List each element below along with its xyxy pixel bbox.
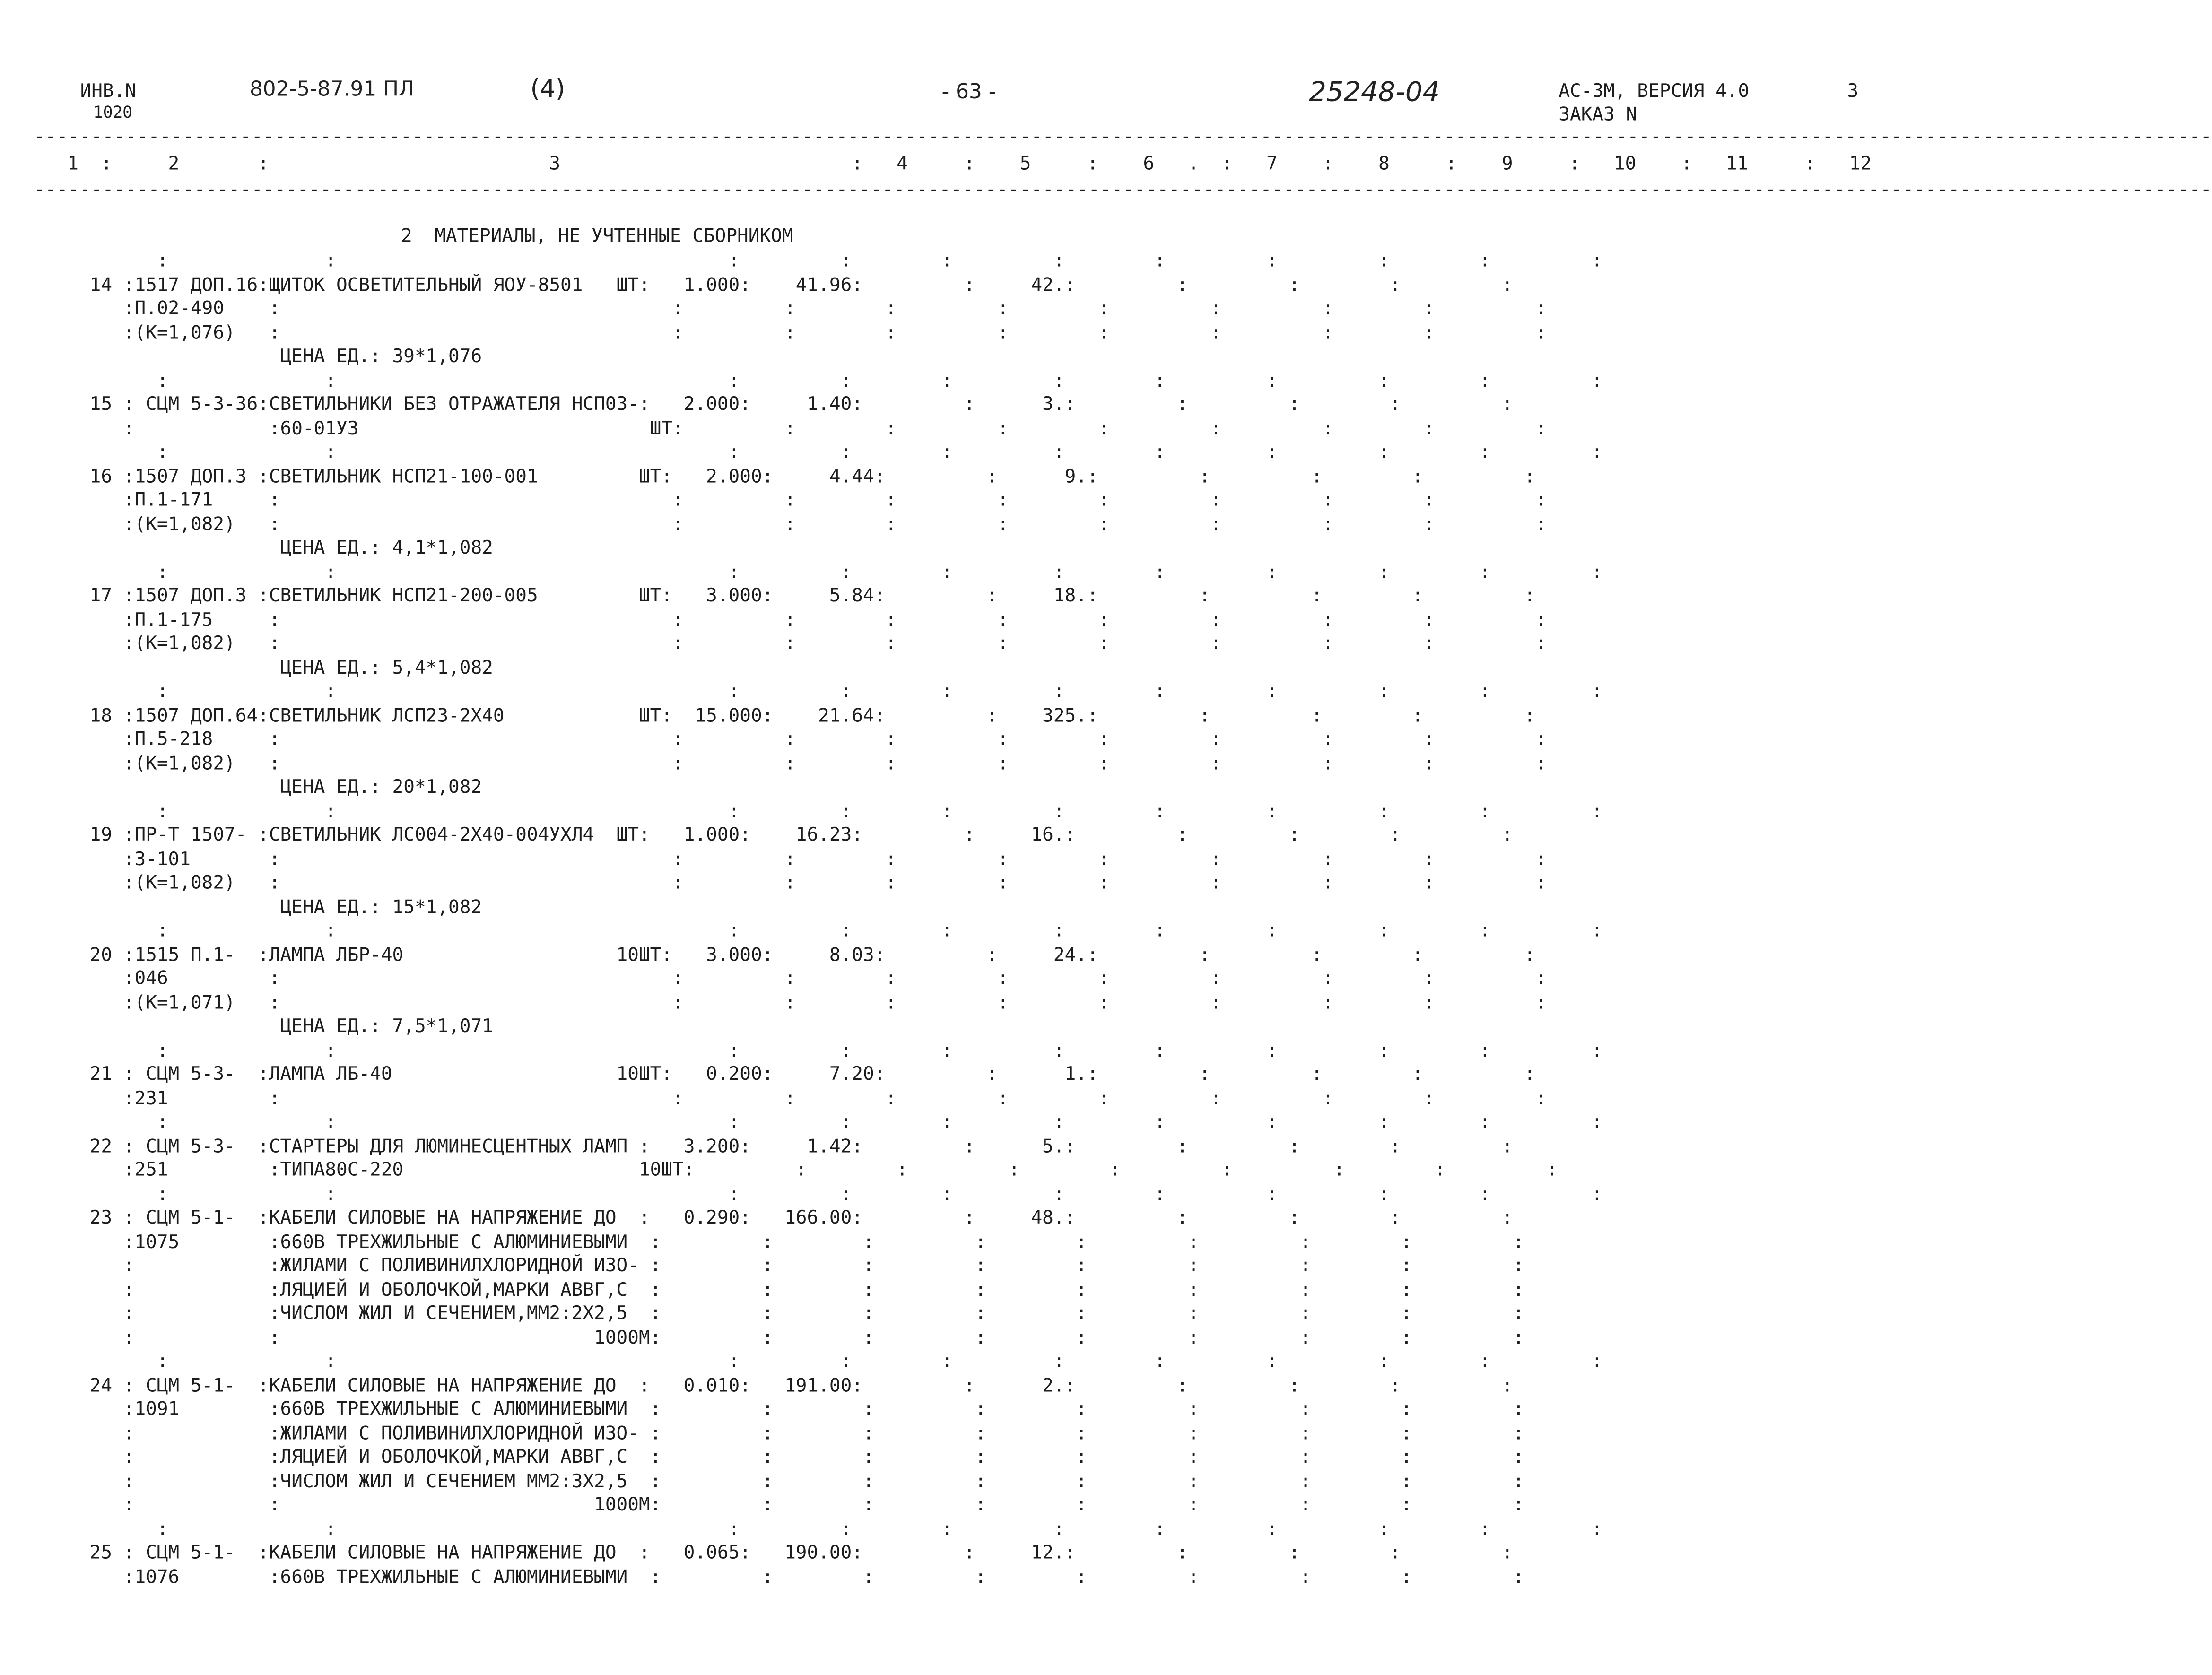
table-line: 24 : СЦМ 5-1- :КАБЕЛИ СИЛОВЫЕ НА НАПРЯЖЕНИЕ ДО : 0.010: 191.00: : 2.: : : : :: [67, 1375, 1513, 1396]
table-line: : :60-01У3 ШТ: : : : : : : : :: [67, 418, 1547, 439]
table-line: :П.1-175 : : : : : : : : : :: [67, 609, 1547, 631]
table-line: : : : : : : : : : : :: [67, 442, 1603, 463]
table-line: : : : : : : : : : : :: [67, 370, 1603, 391]
section-title: 2 МАТЕРИАЛЫ, НЕ УЧТЕННЫЕ СБОРНИКОМ: [401, 226, 793, 247]
table-line: : : 1000М: : : : : : : : :: [67, 1495, 1524, 1516]
column-numbers: 1 : 2 : 3 : 4 : 5 : 6 . : 7 : 8 : 9 : 10 : 11 : 12: [67, 154, 1872, 175]
table-line: :П.02-490 : : : : : : : : : :: [67, 298, 1547, 320]
table-line: : :ЧИСЛОМ ЖИЛ И СЕЧЕНИЕМ,ММ2:2Х2,5 : : : : : : : : :: [67, 1303, 1524, 1325]
document-code: 802-5-87.91 ПЛ: [249, 76, 414, 101]
table-line: :251 :ТИПА80С-220 10ШТ: : : : : : : : :: [67, 1160, 1558, 1181]
table-line: :231 : : : : : : : : : :: [67, 1088, 1547, 1109]
table-line: : :ЛЯЦИЕЙ И ОБОЛОЧКОЙ,МАРКИ АВВГ,С : : : : : : : : :: [67, 1279, 1524, 1301]
table-line: :П.5-218 : : : : : : : : : :: [67, 729, 1547, 750]
table-line: :(К=1,082) : : : : : : : : : :: [67, 753, 1547, 774]
table-line: ЦЕНА ЕД.: 7,5*1,071: [67, 1016, 493, 1037]
table-line: :(К=1,071) : : : : : : : : : :: [67, 992, 1547, 1014]
system-version: АС-3М, ВЕРСИЯ 4.0: [1559, 81, 1750, 103]
table-line: :(К=1,082) : : : : : : : : : :: [67, 873, 1547, 894]
table-line: : : : : : : : : : : :: [67, 1184, 1603, 1205]
page-number: - 63 -: [941, 78, 996, 104]
table-line: 22 : СЦМ 5-3- :СТАРТЕРЫ ДЛЯ ЛЮМИНЕСЦЕНТНЫХ ЛАМП : 3.200: 1.42: : 5.: : : : :: [67, 1136, 1513, 1157]
table-line: 15 : СЦМ 5-3-36:СВЕТИЛЬНИКИ БЕЗ ОТРАЖАТЕЛЯ НСП03-: 2.000: 1.40: : 3.: : : : :: [67, 394, 1513, 416]
table-line: : : : : : : : : : : :: [67, 1351, 1603, 1372]
table-line: 25 : СЦМ 5-1- :КАБЕЛИ СИЛОВЫЕ НА НАПРЯЖЕНИЕ ДО : 0.065: 190.00: : 12.: : : : :: [67, 1543, 1513, 1564]
table-line: :1075 :660В ТРЕХЖИЛЬНЫЕ С АЛЮМИНИЕВЫМИ : : : : : : : : :: [67, 1232, 1524, 1253]
table-line: ЦЕНА ЕД.: 4,1*1,082: [67, 538, 493, 559]
table-line: :(К=1,082) : : : : : : : : : :: [67, 634, 1547, 655]
header-separator-top: ----------------------------------------------------------------------------------------------------------------------------------------------------------------------------------------------: [34, 127, 2212, 148]
table-line: 16 :1507 ДОП.3 :СВЕТИЛЬНИК НСП21-100-001 ШТ: 2.000: 4.44: : 9.: : : : :: [67, 466, 1536, 487]
table-line: 19 :ПР-Т 1507- :СВЕТИЛЬНИК ЛС004-2Х40-004УХЛ4 ШТ: 1.000: 16.23: : 16.: : : : :: [67, 825, 1513, 846]
table-line: :1076 :660В ТРЕХЖИЛЬНЫЕ С АЛЮМИНИЕВЫМИ : : : : : : : : :: [67, 1567, 1524, 1588]
table-line: : : : : : : : : : : :: [67, 562, 1603, 583]
table-line: 17 :1507 ДОП.3 :СВЕТИЛЬНИК НСП21-200-005 ШТ: 3.000: 5.84: : 18.: : : : :: [67, 586, 1536, 607]
table-line: 18 :1507 ДОП.64:СВЕТИЛЬНИК ЛСП23-2Х40 ШТ: 15.000: 21.64: : 325.: : : : :: [67, 705, 1536, 726]
table-line: : : : : : : : : : : :: [67, 681, 1603, 703]
table-line: 21 : СЦМ 5-3- :ЛАМПА ЛБ-40 10ШТ: 0.200: 7.20: : 1.: : : : :: [67, 1064, 1536, 1085]
table-line: : : : : : : : : : : :: [67, 251, 1603, 272]
table-line: ЦЕНА ЕД.: 5,4*1,082: [67, 658, 493, 678]
table-line: : :ЛЯЦИЕЙ И ОБОЛОЧКОЙ,МАРКИ АВВГ,С : : : : : : : : :: [67, 1447, 1524, 1468]
table-line: : : : : : : : : : : :: [67, 1519, 1603, 1540]
table-line: : : : : : : : : : : :: [67, 1112, 1603, 1133]
table-line: :3-101 : : : : : : : : : :: [67, 849, 1547, 870]
header-separator-bottom: ----------------------------------------------------------------------------------------------------------------------------------------------------------------------------------------------: [34, 180, 2212, 201]
table-line: ЦЕНА ЕД.: 39*1,076: [67, 347, 482, 367]
document-part: (4): [530, 75, 566, 104]
table-line: : : 1000М: : : : : : : : :: [67, 1328, 1524, 1348]
handwritten-code: 25248-04: [1309, 76, 1440, 108]
table-line: 23 : СЦМ 5-1- :КАБЕЛИ СИЛОВЫЕ НА НАПРЯЖЕНИЕ ДО : 0.290: 166.00: : 48.: : : : :: [67, 1207, 1513, 1229]
table-line: :(К=1,076) : : : : : : : : : :: [67, 322, 1547, 344]
table-line: : : : : : : : : : : :: [67, 920, 1603, 942]
table-line: : : : : : : : : : : :: [67, 1040, 1603, 1061]
inventory-number: 1020: [93, 102, 132, 122]
table-line: : : : : : : : : : : :: [67, 801, 1603, 822]
table-line: :П.1-171 : : : : : : : : : :: [67, 490, 1547, 511]
table-line: 14 :1517 ДОП.16:ЩИТОК ОСВЕТИТЕЛЬНЫЙ ЯОУ-8501 ШТ: 1.000: 41.96: : 42.: : : : :: [67, 275, 1513, 296]
system-version-suffix: 3: [1847, 81, 1859, 103]
inventory-label: ИНВ.N: [80, 81, 137, 103]
table-line: :(К=1,082) : : : : : : : : : :: [67, 514, 1547, 535]
order-label: ЗАКАЗ N: [1559, 104, 1637, 126]
table-line: ЦЕНА ЕД.: 20*1,082: [67, 777, 482, 798]
table-line: : :ЖИЛАМИ С ПОЛИВИНИЛХЛОРИДНОЙ ИЗО- : : : : : : : : :: [67, 1256, 1524, 1276]
table-line: 20 :1515 П.1- :ЛАМПА ЛБР-40 10ШТ: 3.000: 8.03: : 24.: : : : :: [67, 945, 1536, 966]
table-line: : :ЧИСЛОМ ЖИЛ И СЕЧЕНИЕМ ММ2:3Х2,5 : : : : : : : : :: [67, 1471, 1524, 1492]
table-line: : :ЖИЛАМИ С ПОЛИВИНИЛХЛОРИДНОЙ ИЗО- : : : : : : : : :: [67, 1423, 1524, 1444]
table-line: :1091 :660В ТРЕХЖИЛЬНЫЕ С АЛЮМИНИЕВЫМИ : : : : : : : : :: [67, 1399, 1524, 1420]
table-line: ЦЕНА ЕД.: 15*1,082: [67, 897, 482, 918]
table-line: :046 : : : : : : : : : :: [67, 968, 1547, 989]
